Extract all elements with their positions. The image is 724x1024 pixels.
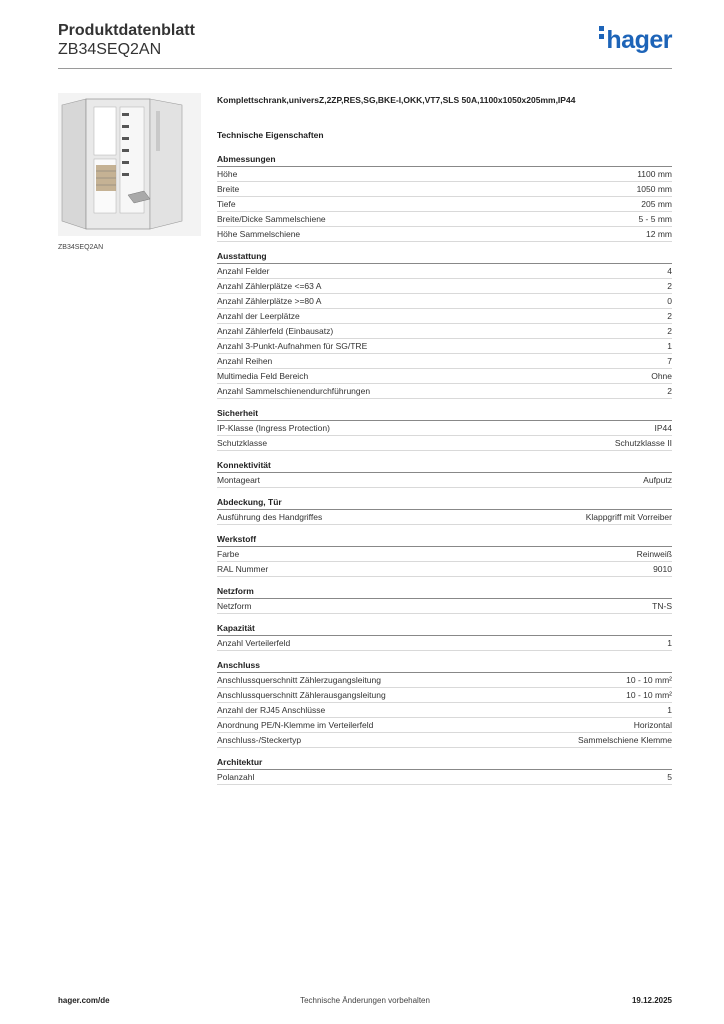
spec-row	[217, 688, 672, 703]
spec-row	[217, 279, 672, 294]
spec-value: 4	[667, 266, 672, 276]
spec-value: Sammelschiene Klemme	[577, 735, 672, 745]
hager-logo	[599, 26, 672, 55]
spec-row	[217, 636, 672, 651]
spec-value: 2	[667, 326, 672, 336]
spec-label: Anzahl Sammelschienendurchführungen	[217, 386, 371, 396]
spec-row	[217, 733, 672, 748]
spec-row	[217, 369, 672, 384]
spec-value: Schutzklasse II	[614, 438, 672, 448]
section-title: Konnektivität	[217, 460, 672, 473]
spec-label: Breite/Dicke Sammelschiene	[217, 214, 326, 224]
spec-value: 9010	[653, 564, 672, 574]
spec-label: Tiefe	[217, 199, 236, 209]
spec-label: Anzahl Reihen	[217, 356, 273, 366]
spec-row	[217, 167, 672, 182]
spec-row	[217, 294, 672, 309]
section-title: Architektur	[217, 757, 672, 770]
spec-value: 1	[667, 638, 672, 648]
spec-value: 10 - 10 mm²	[626, 675, 672, 685]
spec-value: 2	[667, 311, 672, 321]
spec-row	[217, 547, 672, 562]
spec-section	[217, 757, 672, 785]
product-description: Komplettschrank,universZ,2ZP,RES,SG,BKE-I,OKK,VT7,SLS 50A,1100x1050x205mm,IP44	[217, 95, 576, 105]
spec-label: Montageart	[217, 475, 260, 485]
spec-value: 7	[667, 356, 672, 366]
spec-content	[217, 95, 672, 794]
footer-date: 19.12.2025	[631, 996, 672, 1005]
section-title: Abmessungen	[217, 154, 672, 167]
spec-label: Anschlussquerschnitt Zählerzugangsleitung	[217, 675, 381, 685]
footer-website[interactable]: hager.com/de	[58, 996, 110, 1005]
document-footer	[58, 996, 672, 1010]
spec-value: 12 mm	[646, 229, 672, 239]
section-title: Netzform	[217, 586, 672, 599]
brand-name: hager	[606, 26, 672, 54]
spec-section	[217, 154, 672, 242]
section-title: Ausstattung	[217, 251, 672, 264]
spec-value: 1100 mm	[637, 169, 672, 179]
spec-row	[217, 212, 672, 227]
footer-notice: Technische Änderungen vorbehalten	[300, 996, 430, 1005]
spec-label: Anzahl Zählerplätze <=63 A	[217, 281, 322, 291]
spec-label: Multimedia Feld Bereich	[217, 371, 309, 381]
spec-row	[217, 324, 672, 339]
logo-dots-icon	[599, 26, 604, 42]
spec-row	[217, 770, 672, 785]
spec-label: Farbe	[217, 549, 240, 559]
spec-row	[217, 673, 672, 688]
section-title: Sicherheit	[217, 408, 672, 421]
section-title: Kapazität	[217, 623, 672, 636]
spec-section	[217, 586, 672, 614]
spec-value: 10 - 10 mm²	[626, 690, 672, 700]
spec-value: 205 mm	[641, 199, 672, 209]
spec-label: Netzform	[217, 601, 252, 611]
spec-value: TN-S	[652, 601, 672, 611]
spec-label: Schutzklasse	[217, 438, 268, 448]
spec-label: Höhe	[217, 169, 238, 179]
tech-heading: Technische Eigenschaften	[217, 130, 324, 140]
product-code: ZB34SEQ2AN	[58, 41, 162, 58]
spec-value: Klappgriff mit Vorreiber	[585, 512, 672, 522]
spec-sections	[217, 154, 672, 785]
spec-label: Anzahl Verteilerfeld	[217, 638, 291, 648]
spec-label: Anschluss-/Steckertyp	[217, 735, 302, 745]
section-title: Werkstoff	[217, 534, 672, 547]
spec-row	[217, 599, 672, 614]
document-header	[58, 22, 672, 69]
spec-section	[217, 623, 672, 651]
spec-row	[217, 510, 672, 525]
spec-row	[217, 384, 672, 399]
spec-value: Aufputz	[643, 475, 672, 485]
spec-section	[217, 251, 672, 399]
spec-label: Anzahl Zählerplätze >=80 A	[217, 296, 322, 306]
spec-row	[217, 264, 672, 279]
spec-label: Anzahl Zählerfeld (Einbausatz)	[217, 326, 334, 336]
spec-section	[217, 408, 672, 451]
section-title: Abdeckung, Tür	[217, 497, 672, 510]
spec-section	[217, 460, 672, 488]
spec-label: Ausführung des Handgriffes	[217, 512, 323, 522]
spec-value: 1	[667, 341, 672, 351]
cabinet-illustration	[58, 93, 201, 236]
spec-row	[217, 354, 672, 369]
spec-label: Anschlussquerschnitt Zählerausgangsleitung	[217, 690, 386, 700]
spec-label: Anzahl der Leerplätze	[217, 311, 300, 321]
document-title: Produktdatenblatt	[58, 22, 195, 39]
spec-row	[217, 309, 672, 324]
spec-value: 2	[667, 386, 672, 396]
section-title: Anschluss	[217, 660, 672, 673]
spec-value: 0	[667, 296, 672, 306]
spec-label: Höhe Sammelschiene	[217, 229, 301, 239]
spec-value: 1	[667, 705, 672, 715]
spec-row	[217, 227, 672, 242]
spec-row	[217, 473, 672, 488]
spec-label: IP-Klasse (Ingress Protection)	[217, 423, 330, 433]
spec-value: 5 - 5 mm	[638, 214, 672, 224]
spec-value: Horizontal	[633, 720, 672, 730]
spec-label: Anzahl der RJ45 Anschlüsse	[217, 705, 326, 715]
spec-value: 1050 mm	[636, 184, 672, 194]
spec-section	[217, 534, 672, 577]
spec-label: Anzahl Felder	[217, 266, 270, 276]
spec-row	[217, 562, 672, 577]
spec-row	[217, 703, 672, 718]
spec-value: IP44	[654, 423, 672, 433]
image-caption: ZB34SEQ2AN	[58, 244, 104, 251]
spec-row	[217, 718, 672, 733]
spec-label: Anzahl 3-Punkt-Aufnahmen für SG/TRE	[217, 341, 368, 351]
spec-row	[217, 436, 672, 451]
spec-row	[217, 421, 672, 436]
spec-value: 2	[667, 281, 672, 291]
spec-label: Polanzahl	[217, 772, 255, 782]
spec-value: 5	[667, 772, 672, 782]
spec-label: RAL Nummer	[217, 564, 269, 574]
spec-label: Anordnung PE/N-Klemme im Verteilerfeld	[217, 720, 374, 730]
spec-section	[217, 497, 672, 525]
spec-row	[217, 182, 672, 197]
spec-value: Reinweiß	[636, 549, 672, 559]
spec-label: Breite	[217, 184, 240, 194]
product-image	[58, 93, 201, 236]
spec-value: Ohne	[651, 371, 672, 381]
spec-row	[217, 197, 672, 212]
spec-section	[217, 660, 672, 748]
spec-row	[217, 339, 672, 354]
